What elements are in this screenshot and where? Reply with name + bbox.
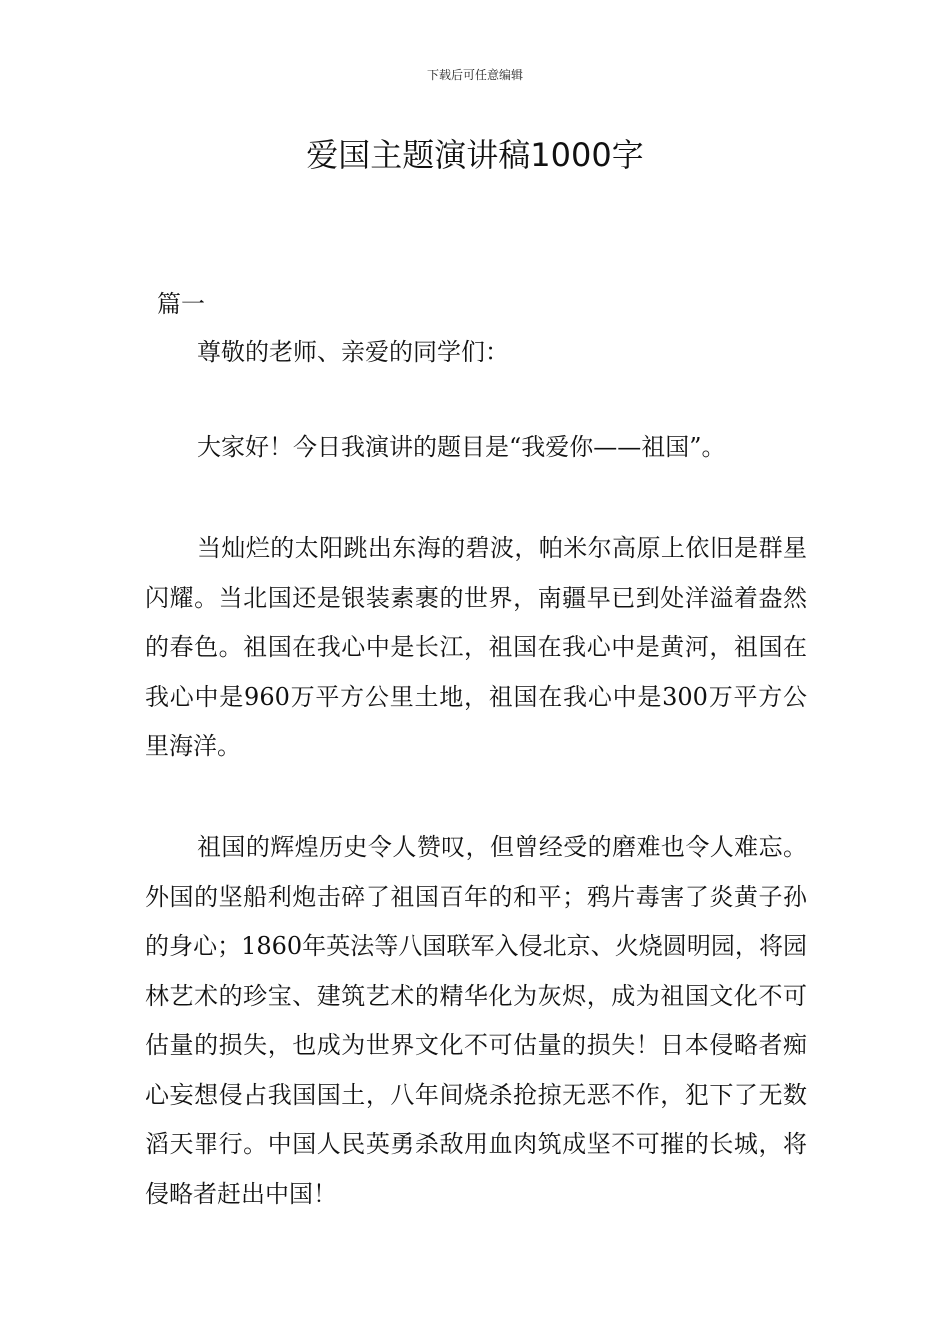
body-paragraph-1: 当灿烂的太阳跳出东海的碧波，帕米尔高原上依旧是群星闪耀。当北国还是银装素裹的世界，南疆早已到处洋溢着盎然的春色。祖国在我心中是长江，祖国在我心中是黄河，祖国在我心中是960万平方公里土地，祖国在我心中是300万平方公里海洋。 <box>145 534 807 760</box>
hello-paragraph: 大家好！今日我演讲的题目是“我爱你——祖国”。 <box>197 433 726 461</box>
section-label: 篇一 <box>157 290 205 318</box>
greeting-paragraph: 尊敬的老师、亲爱的同学们： <box>197 338 509 366</box>
document-title: 爱国主题演讲稿1000字 <box>306 136 644 174</box>
header-note: 下载后可任意编辑 <box>426 68 523 82</box>
body-paragraph-2: 祖国的辉煌历史令人赞叹，但曾经受的磨难也令人难忘。外国的坚船利炮击碎了祖国百年的和平；鸦片毒害了炎黄子孙的身心；1860年英法等八国联军入侵北京、火烧圆明园，将园林艺术的珍宝、建筑艺术的精华化为灰烬，成为祖国文化不可估量的损失，也成为世界文化不可估量的损失！日本侵略者痴心妄想侵占我国国土，八年间烧杀抢掠无恶不作，犯下了无数滔天罪行。中国人民英勇杀敌用血肉筑成坚不可摧的长城，将侵略者赶出中国！ <box>145 833 807 1208</box>
